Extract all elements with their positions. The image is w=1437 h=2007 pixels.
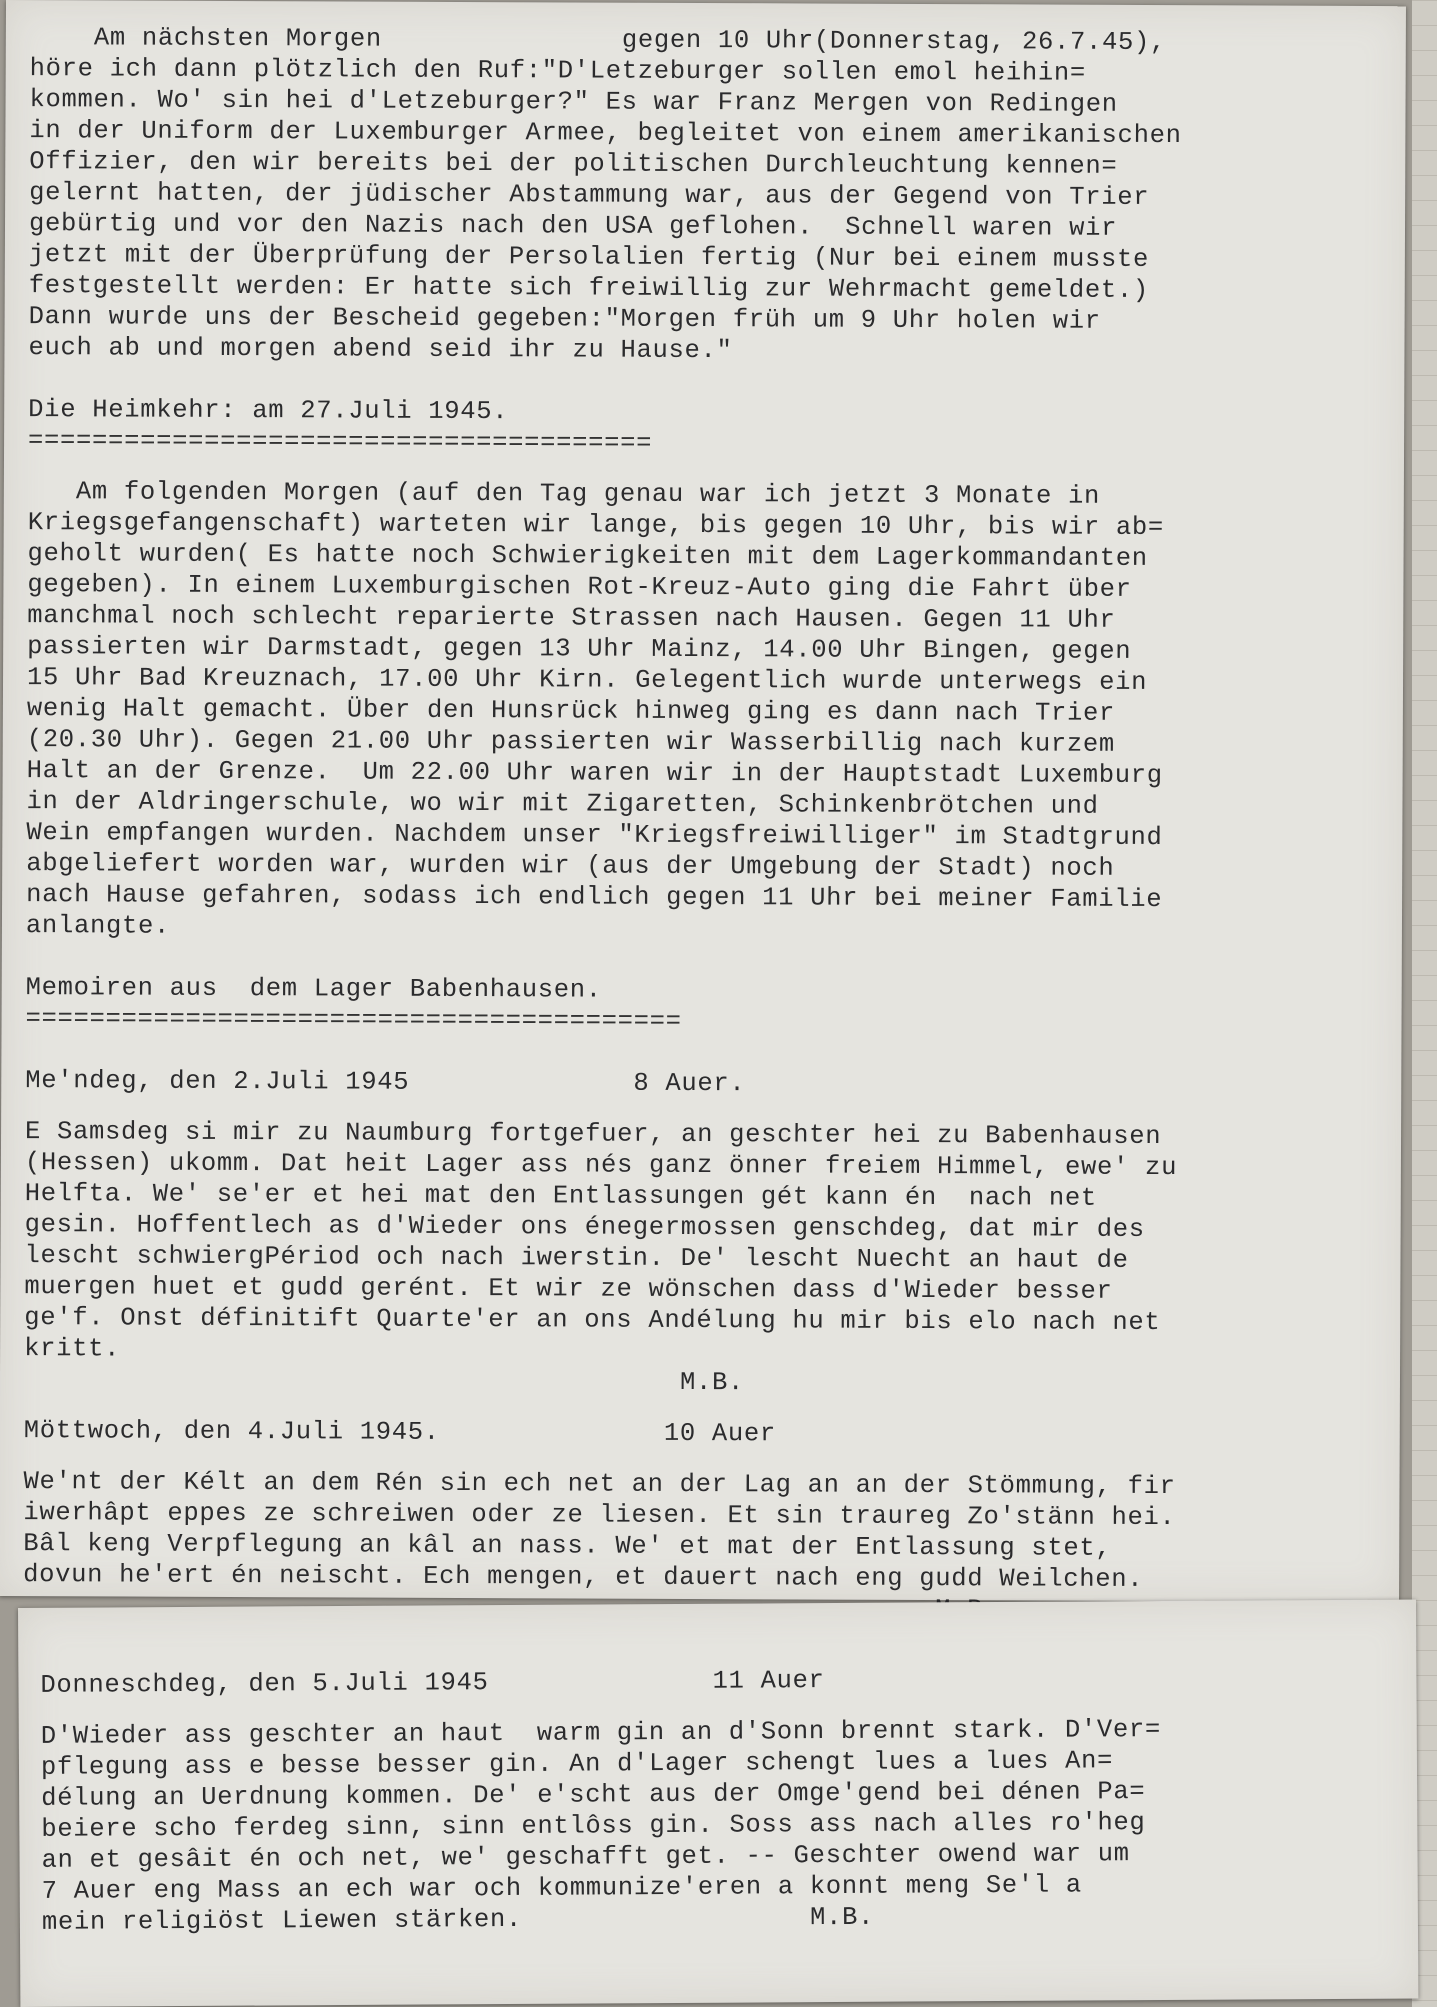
text-line: Offizier, den wir bereits bei der politischen Durchleuchtung kennen= xyxy=(29,147,1118,181)
entry-date-line: Donneschdeg, den 5.Juli 1945 11 Auer xyxy=(40,1666,825,1700)
diary-entry-2-july xyxy=(24,1065,1401,1401)
text-line: Am nächsten Morgen gegen 10 Uhr(Donnerstag, 26.7.45), xyxy=(29,23,1167,58)
section-heading-heimkehr: Die Heimkehr: am 27.Juli 1945. xyxy=(28,395,509,427)
diary-entry-4-july xyxy=(23,1415,1400,1627)
text-line: gegeben). In einem Luxemburgischen Rot-Kreuz-Auto ging die Fahrt über xyxy=(27,570,1132,604)
text-line: euch ab und morgen abend seid ihr zu Hause." xyxy=(28,333,733,366)
text-line: (Hessen) ukomm. Dat heit Lager ass nés ganz önner freiem Himmel, ewe' zu xyxy=(24,1148,1178,1183)
text-line: Dann wurde uns der Bescheid gegeben:"Morgen früh um 9 Uhr holen wir xyxy=(28,302,1101,336)
text-line: muergen huet et gudd gerént. Et wir ze wönschen dass d'Wieder besser xyxy=(24,1272,1113,1306)
text-line: délung an Uerdnung kommen. De' e'scht aus der Omge'gend bei dénen Pa= xyxy=(41,1777,1146,1813)
text-line: in der Uniform der Luxemburger Armee, begleitet von einem amerikanischen xyxy=(29,116,1182,151)
text-line: kommen. Wo' sin hei d'Letzeburger?" Es war Franz Mergen von Redingen xyxy=(29,85,1118,119)
text-line: Wein empfangen wurden. Nachdem unser "Kriegsfreiwilliger" im Stadtgrund xyxy=(26,818,1163,853)
text-line: Halt an der Grenze. Um 22.00 Uhr waren wir in der Hauptstadt Luxemburg xyxy=(26,756,1163,791)
text-line: wenig Halt gemacht. Über den Hunsrück hinweg ging es dann nach Trier xyxy=(26,694,1116,728)
text-line: mein religiöst Liewen stärken. M.B. xyxy=(41,1902,875,1937)
heading-underline: ======================================= xyxy=(28,426,653,458)
text-line: pflegung ass e besse besser gin. An d'Lager schengt lues a lues An= xyxy=(40,1746,1114,1782)
text-line: festgestellt werden: Er hatte sich freiwillig zur Wehrmacht gemeldet.) xyxy=(28,271,1149,305)
text-line: D'Wieder ass geschter an haut warm gin an d'Sonn brennt stark. D'Ver= xyxy=(40,1715,1162,1751)
text-line: beiere scho ferdeg sinn, sinn entlôss gin. Soss ass nach alles ro'heg xyxy=(41,1808,1146,1844)
text-line: jetzt mit der Überprüfung der Persolalien fertig (Nur bei einem musste xyxy=(28,240,1150,274)
heading-underline: ========================================= xyxy=(25,1004,682,1036)
text-line: (20.30 Uhr). Gegen 21.00 Uhr passierten wir Wasserbillig nach kurzem xyxy=(26,725,1115,759)
text-line: in der Aldringerschule, wo wir mit Zigaretten, Schinkenbrötchen und xyxy=(26,787,1099,821)
entry-date-line: Möttwoch, den 4.Juli 1945. 10 Auer xyxy=(23,1416,776,1449)
text-line: 7 Auer eng Mass an ech war och kommunize'eren a konnt meng Se'l a xyxy=(41,1870,1082,1906)
text-line: höre ich dann plötzlich den Ruf:"D'Letzeburger sollen emol heihin= xyxy=(29,54,1086,88)
signature-initials: M.B. xyxy=(23,1365,745,1398)
text-line: gesin. Hoffentlech as d'Wieder ons énegermossen genschdeg, dat mir des xyxy=(24,1210,1145,1244)
text-line: an et gesâit én och net, we' geschafft get. -- Geschter owend war um xyxy=(41,1839,1130,1875)
text-line: Bâl keng Verpflegung an kâl an nass. We' et mat der Entlassung stet, xyxy=(23,1529,1112,1563)
text-line: lescht schwiergPériod och nach iwerstin. De' lescht Nuecht an haut de xyxy=(24,1241,1129,1275)
text-line: E Samsdeg si mir zu Naumburg fortgefuer, an geschter hei zu Babenhausen xyxy=(24,1117,1162,1152)
intro-paragraph xyxy=(28,22,1405,369)
text-line: Am folgenden Morgen (auf den Tag genau war ich jetzt 3 Monate in xyxy=(27,477,1101,511)
text-line: passierten wir Darmstadt, gegen 13 Uhr Mainz, 14.00 Uhr Bingen, gegen xyxy=(27,632,1132,666)
text-line: nach Hause gefahren, sodass ich endlich gegen 11 Uhr bei meiner Familie xyxy=(26,880,1163,915)
text-line: We'nt der Kélt an dem Rén sin ech net an der Lag an an der Stömmung, fir xyxy=(23,1467,1176,1502)
text-line: manchmal noch schlecht reparierte Strassen nach Hausen. Gegen 11 Uhr xyxy=(27,601,1116,635)
section-heading-memoiren: Memoiren aus dem Lager Babenhausen. xyxy=(25,973,602,1005)
typed-page-lower xyxy=(18,1599,1418,2007)
heimkehr-paragraph xyxy=(26,476,1404,947)
text-line: kritt. xyxy=(24,1334,121,1364)
text-line: abgeliefert worden war, wurden wir (aus der Umgebung der Stadt) noch xyxy=(26,849,1115,883)
text-line: gebürtig und vor den Nazis nach den USA geflohen. Schnell waren wir xyxy=(28,209,1118,243)
text-line: anlangte. xyxy=(25,911,171,941)
text-line: Kriegsgefangenschaft) warteten wir lange, bis gegen 10 Uhr, bis wir ab= xyxy=(27,508,1164,543)
text-line: iwerhâpt eppes ze schreiwen oder ze liesen. Et sin traureg Zo'stänn hei. xyxy=(23,1498,1176,1533)
text-line: geholt wurden( Es hatte noch Schwierigkeiten mit dem Lagerkommandanten xyxy=(27,539,1148,573)
text-line: Helfta. We' se'er et hei mat den Entlassungen gét kann én nach net xyxy=(24,1179,1098,1213)
text-line: ge'f. Onst définitift Quarte'er an ons Andélung hu mir bis elo nach net xyxy=(24,1303,1161,1338)
text-line: 15 Uhr Bad Kreuznach, 17.00 Uhr Kirn. Gelegentlich wurde unterwegs ein xyxy=(26,663,1148,697)
entry-date-line: Me'ndeg, den 2.Juli 1945 8 Auer. xyxy=(25,1066,746,1099)
diary-entry-5-july xyxy=(40,1661,1418,1937)
text-line: gelernt hatten, der jüdischer Abstammung war, aus der Gegend von Trier xyxy=(29,178,1150,212)
text-line: dovun he'ert én neischt. Ech mengen, et dauert nach eng gudd Weilchen. xyxy=(23,1560,1144,1594)
